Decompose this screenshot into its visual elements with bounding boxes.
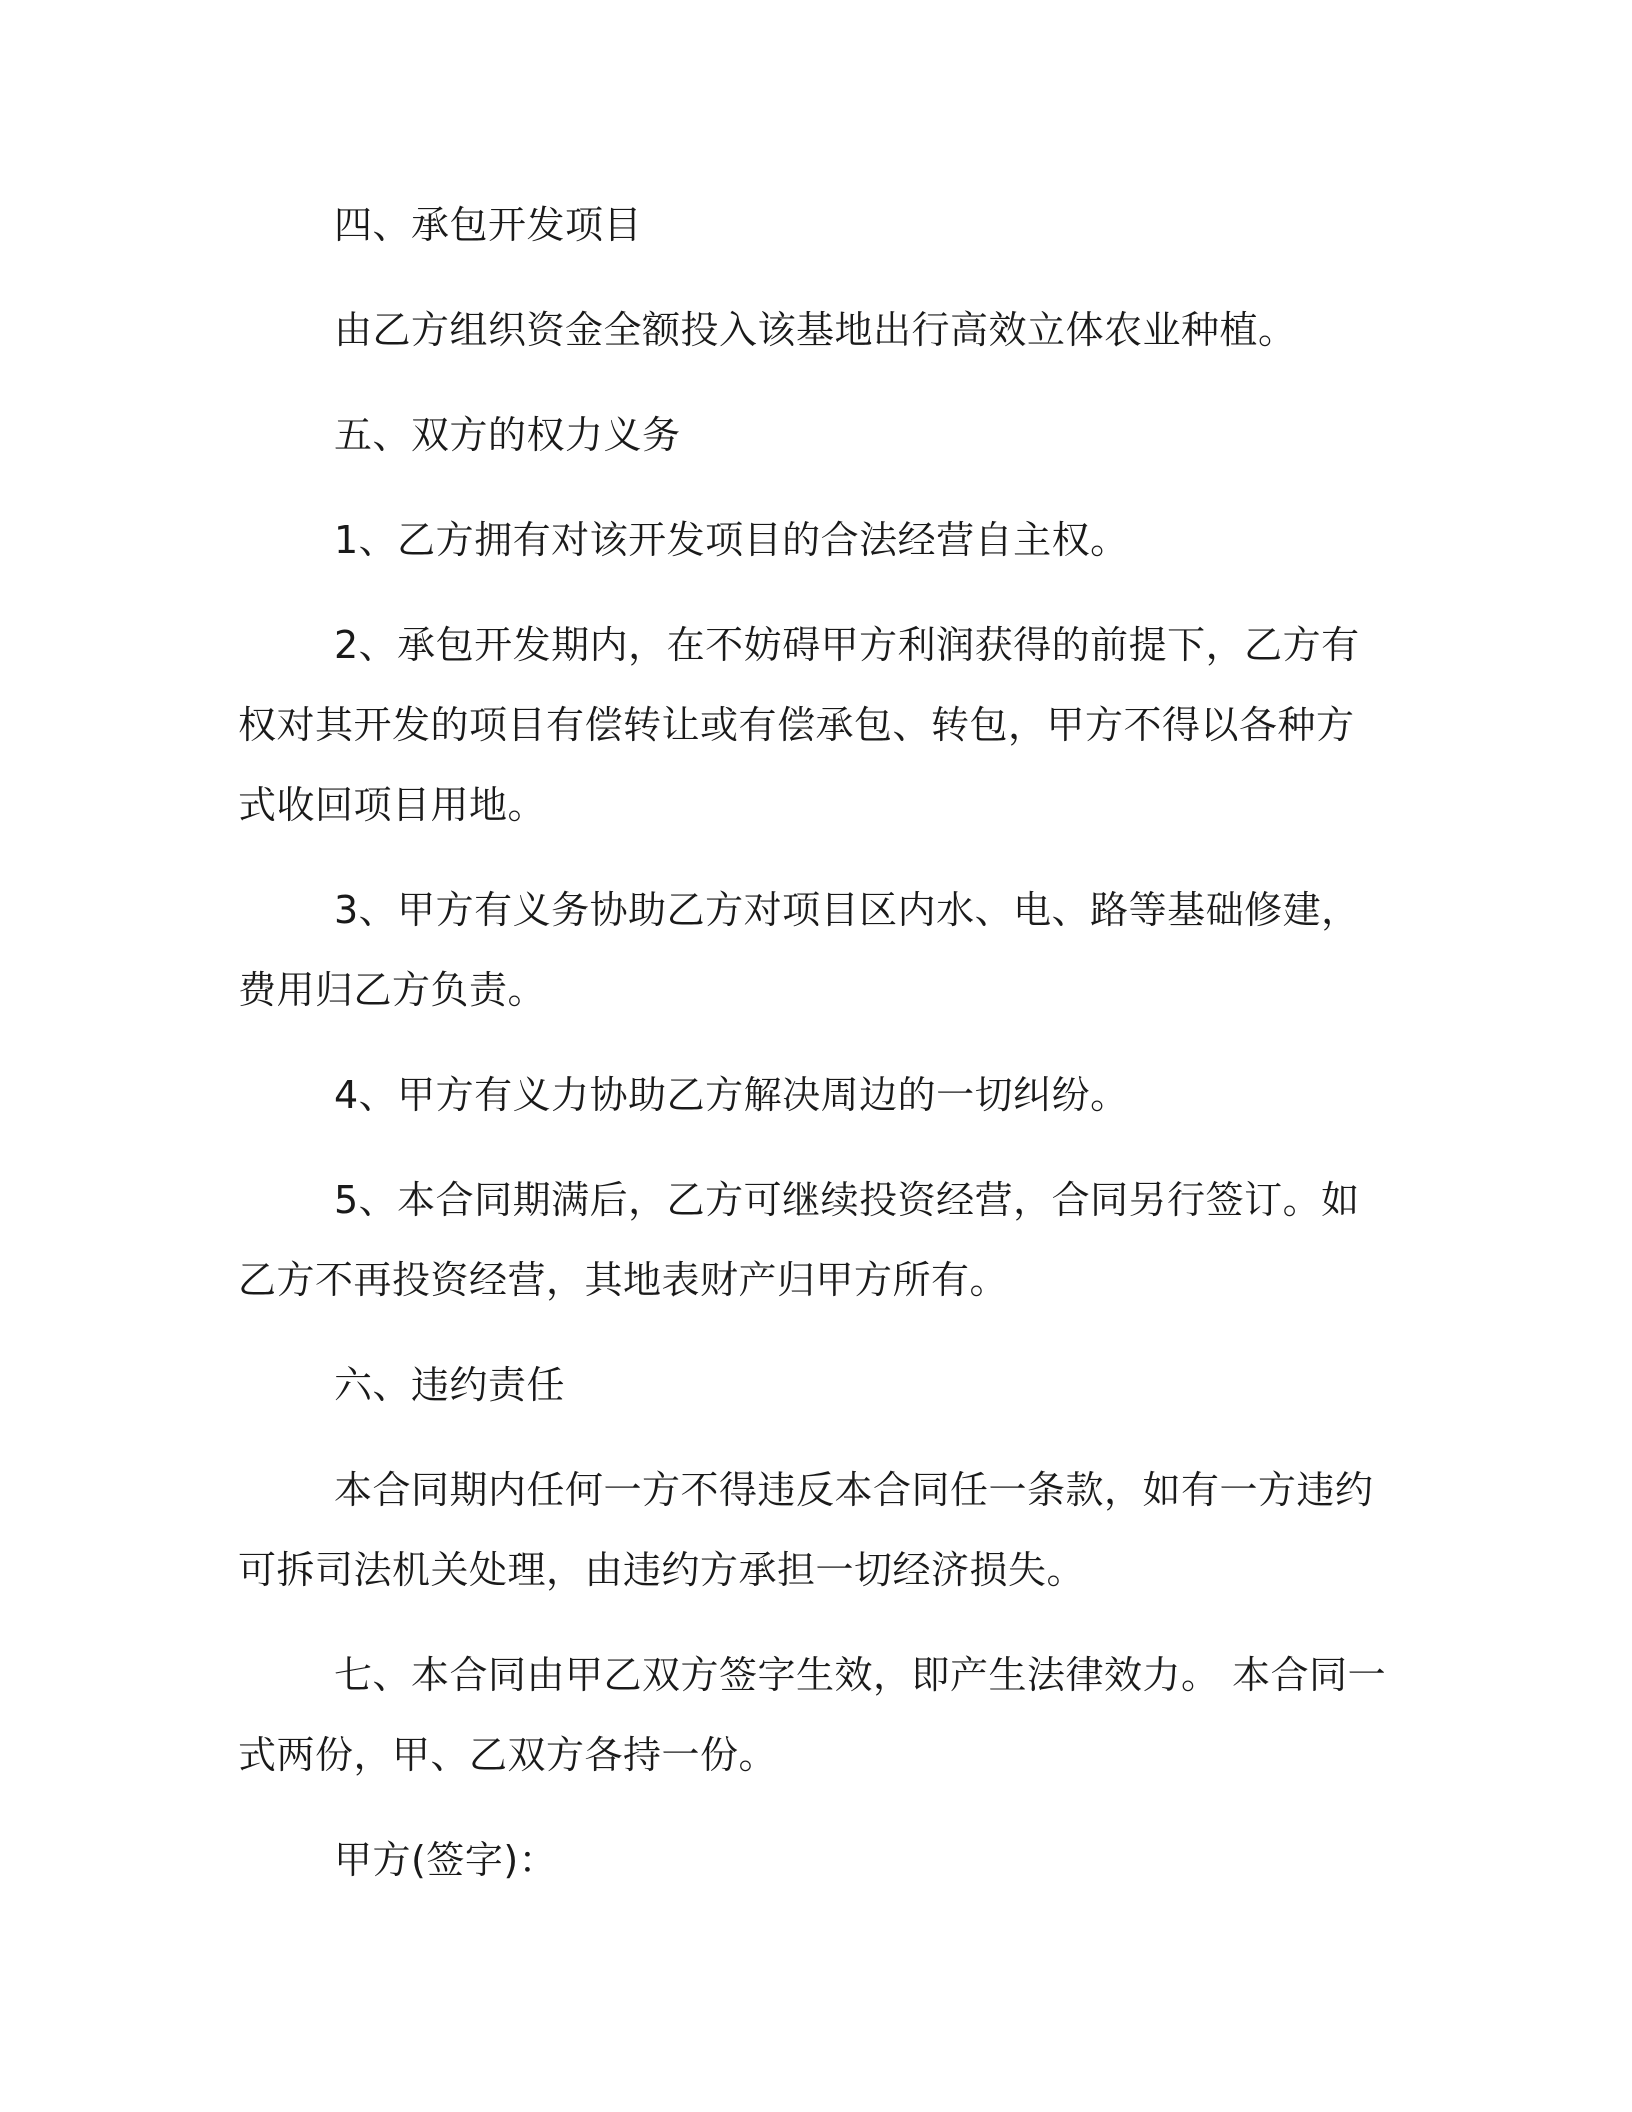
section-heading-4: 四、承包开发项目	[334, 203, 643, 247]
document-body	[238, 185, 1388, 1925]
clause-5: 5、本合同期满后，乙方可继续投资经营，合同另行签订。如乙方不再投资经营，其地表财产归甲方所有。	[238, 1178, 1360, 1302]
clause-1: 1、乙方拥有对该开发项目的合法经营自主权。	[334, 518, 1129, 562]
clause-4: 4、甲方有义力协助乙方解决周边的一切纠纷。	[334, 1073, 1129, 1117]
clause-3: 3、甲方有义务协助乙方对项目区内水、电、路等基础修建，费用归乙方负责。	[238, 888, 1360, 1012]
section-7: 七、本合同由甲乙双方签字生效，即产生法律效力。 本合同一式两份，甲、乙双方各持一份。	[238, 1653, 1387, 1777]
paragraph: 本合同期内任何一方不得违反本合同任一条款，如有一方违约可拆司法机关处理，由违约方承担一切经济损失。	[238, 1468, 1374, 1592]
signature-line-party-a: 甲方(签字)：	[334, 1838, 558, 1882]
clause-2: 2、承包开发期内，在不妨碍甲方利润获得的前提下，乙方有权对其开发的项目有偿转让或有偿承包、转包，甲方不得以各种方式收回项目用地。	[238, 623, 1360, 827]
section-heading-5: 五、双方的权力义务	[334, 413, 681, 457]
section-heading-6: 六、违约责任	[334, 1363, 566, 1407]
paragraph: 由乙方组织资金全额投入该基地出行高效立体农业种植。	[334, 308, 1297, 352]
